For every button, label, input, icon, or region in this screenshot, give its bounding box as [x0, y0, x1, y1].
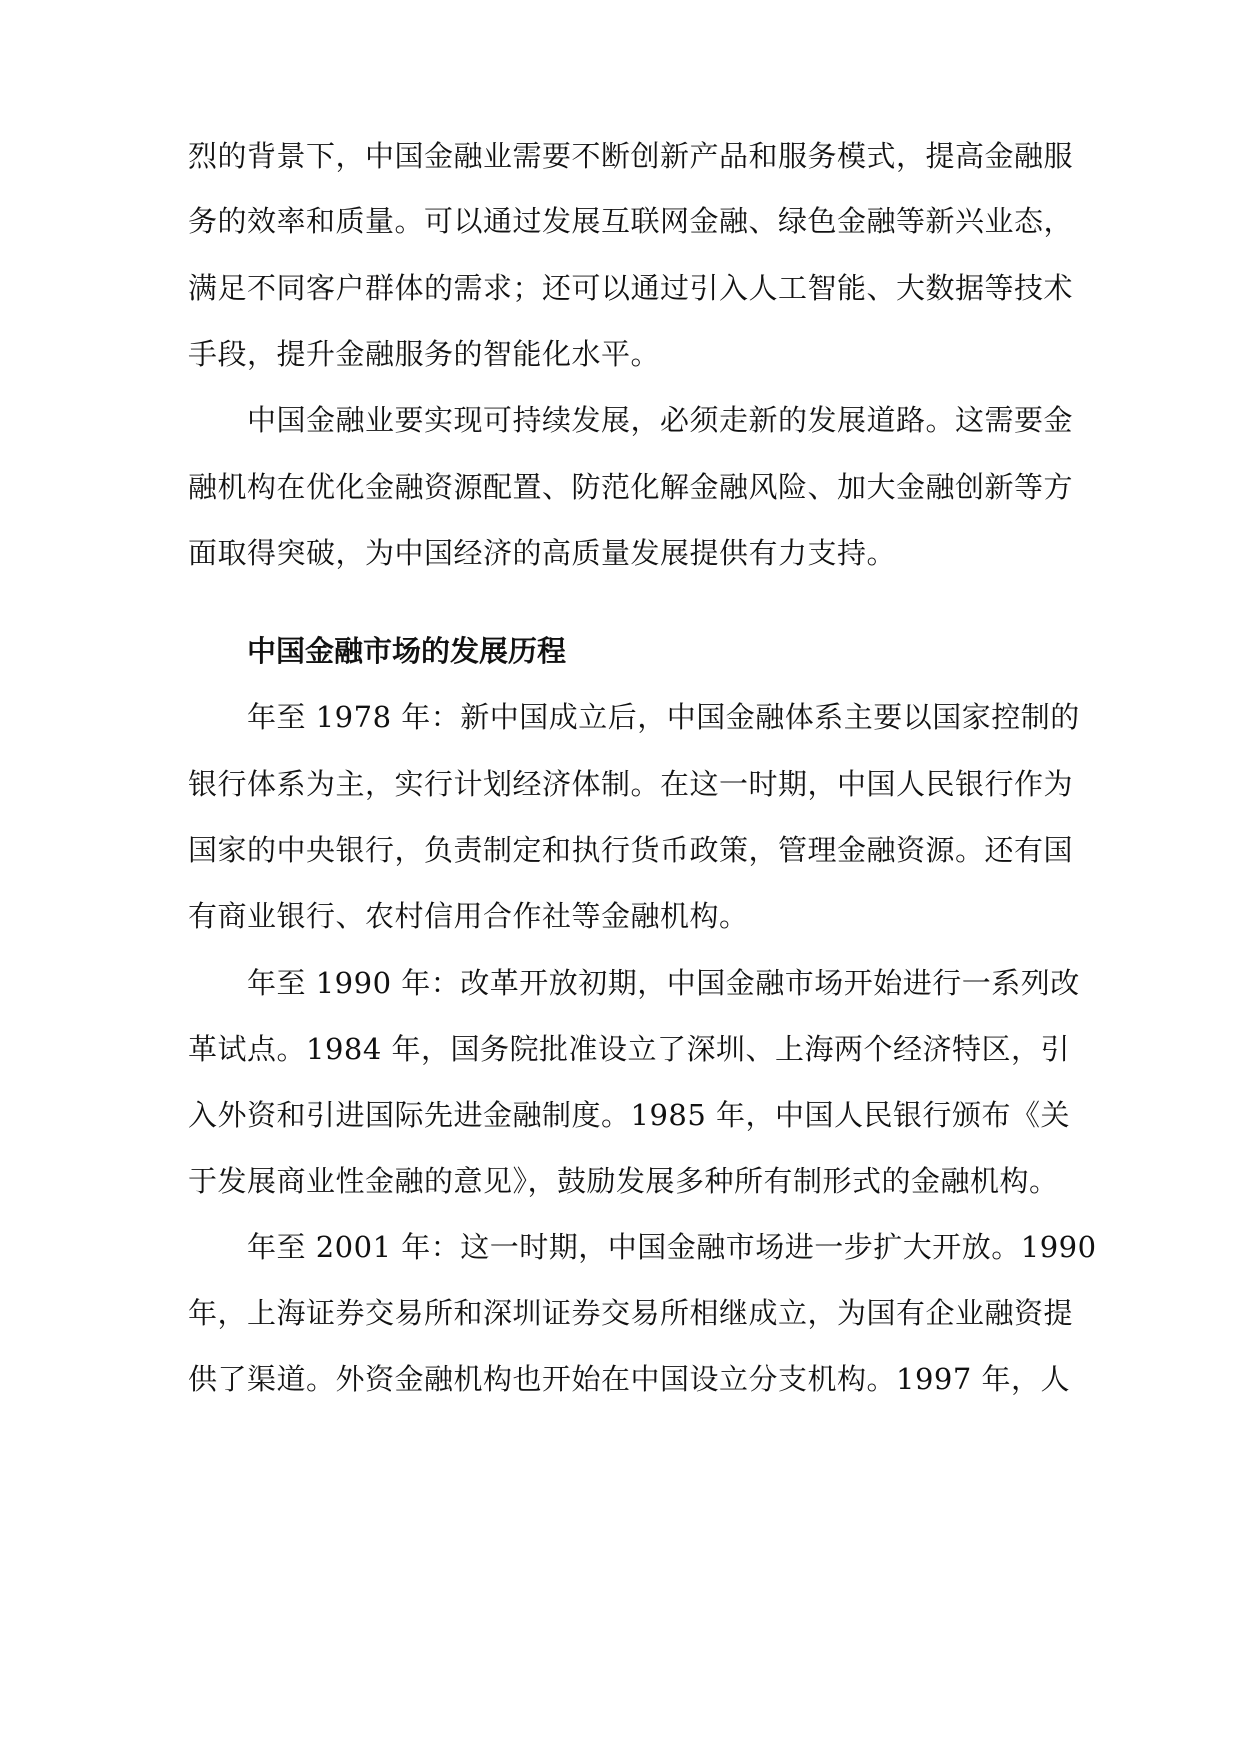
paragraph-2-line-2: 融机构在优化金融资源配置、防范化解金融风险、加大金融创新等方: [188, 470, 1074, 504]
paragraph-5-line-2: 年，上海证券交易所和深圳证券交易所相继成立，为国有企业融资提: [188, 1296, 1074, 1330]
paragraph-1-line-1: 烈的背景下，中国金融业需要不断创新产品和服务模式，提高金融服: [188, 139, 1074, 173]
paragraph-3-line-4: 有商业银行、农村信用合作社等金融机构。: [188, 899, 749, 933]
paragraph-4-line-1: 年至 1990 年：改革开放初期，中国金融市场开始进行一系列改: [247, 966, 1080, 1000]
paragraph-3-line-3: 国家的中央银行，负责制定和执行货币政策，管理金融资源。还有国: [188, 833, 1074, 867]
paragraph-1-line-2: 务的效率和质量。可以通过发展互联网金融、绿色金融等新兴业态，: [188, 204, 1074, 238]
paragraph-1-line-4: 手段，提升金融服务的智能化水平。: [188, 337, 661, 371]
paragraph-5-line-3: 供了渠道。外资金融机构也开始在中国设立分支机构。1997 年，人: [188, 1362, 1071, 1396]
paragraph-3-line-2: 银行体系为主，实行计划经济体制。在这一时期，中国人民银行作为: [188, 767, 1074, 801]
paragraph-2-line-1: 中国金融业要实现可持续发展，必须走新的发展道路。这需要金: [247, 403, 1074, 437]
paragraph-3-line-1: 年至 1978 年：新中国成立后，中国金融体系主要以国家控制的: [247, 700, 1080, 734]
paragraph-5-line-1: 年至 2001 年：这一时期，中国金融市场进一步扩大开放。1990: [247, 1230, 1097, 1264]
section-heading: 中国金融市场的发展历程: [247, 634, 567, 668]
paragraph-4-line-3: 入外资和引进国际先进金融制度。1985 年，中国人民银行颁布《关: [188, 1098, 1071, 1132]
paragraph-1-line-3: 满足不同客户群体的需求；还可以通过引入人工智能、大数据等技术: [188, 271, 1074, 305]
paragraph-4-line-2: 革试点。1984 年，国务院批准设立了深圳、上海两个经济特区，引: [188, 1032, 1071, 1066]
paragraph-2-line-3: 面取得突破，为中国经济的高质量发展提供有力支持。: [188, 536, 897, 570]
paragraph-4-line-4: 于发展商业性金融的意见》，鼓励发展多种所有制形式的金融机构。: [188, 1164, 1059, 1198]
